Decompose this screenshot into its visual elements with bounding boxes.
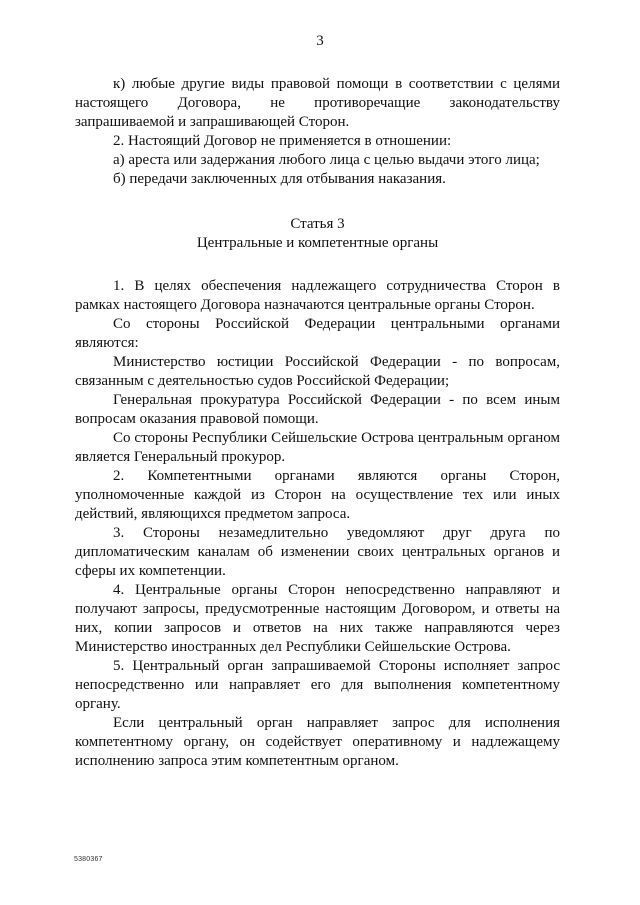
paragraph: Если центральный орган направляет запрос для исполнения компетентному органу, он содействует оперативному и надлежащему исполнению запроса этим компетентным органом. — [75, 715, 560, 769]
paragraph-item-k: к) любые другие виды правовой помощи в соответствии с целями настоящего Договора, не противоречащие законодательству запрашиваемой и запрашивающей Сторон. — [75, 76, 560, 130]
paragraph: 4. Центральные органы Сторон непосредственно направляют и получают запросы, предусмотренные настоящим Договором, и ответы на них, копии запросов и ответов на них также направляются через Министерство иностранных дел Республики Сейшельские Острова. — [75, 582, 560, 655]
article-heading — [75, 215, 560, 253]
paragraph: 3. Стороны незамедлительно уведомляют друг друга по дипломатическим каналам об изменении своих центральных органов и сферы их компетенции. — [75, 525, 560, 579]
paragraph: 5. Центральный орган запрашиваемой Стороны исполняет запрос непосредственно или направляет его для выполнения компетентному органу. — [75, 658, 560, 712]
page-number: 3 — [316, 33, 324, 49]
article-number: Статья 3 — [290, 216, 345, 232]
paragraph: Со стороны Российской Федерации центральными органами являются: — [75, 316, 560, 351]
paragraph: 2. Компетентными органами являются органы Сторон, уполномоченные каждой из Сторон на осуществление тех или иных действий, являющихся предметом запроса. — [75, 468, 560, 522]
document-body — [75, 75, 560, 771]
paragraph: Министерство юстиции Российской Федерации - по вопросам, связанным с деятельностью судов Российской Федерации; — [75, 354, 560, 389]
article-title: Центральные и компетентные органы — [196, 235, 439, 251]
paragraph: 1. В целях обеспечения надлежащего сотрудничества Сторон в рамках настоящего Договора назначаются центральные органы Сторон. — [75, 278, 560, 313]
document-code: 5380367 — [74, 856, 103, 863]
paragraph: Со стороны Республики Сейшельские Острова центральным органом является Генеральный прокурор. — [75, 430, 560, 465]
paragraph-item-a: а) ареста или задержания любого лица с целью выдачи этого лица; — [113, 152, 540, 168]
paragraph-clause-2: 2. Настоящий Договор не применяется в отношении: — [113, 133, 452, 149]
paragraph: Генеральная прокуратура Российской Федерации - по всем иным вопросам оказания правовой помощи. — [75, 392, 560, 427]
paragraph-item-b: б) передачи заключенных для отбывания наказания. — [113, 171, 446, 187]
